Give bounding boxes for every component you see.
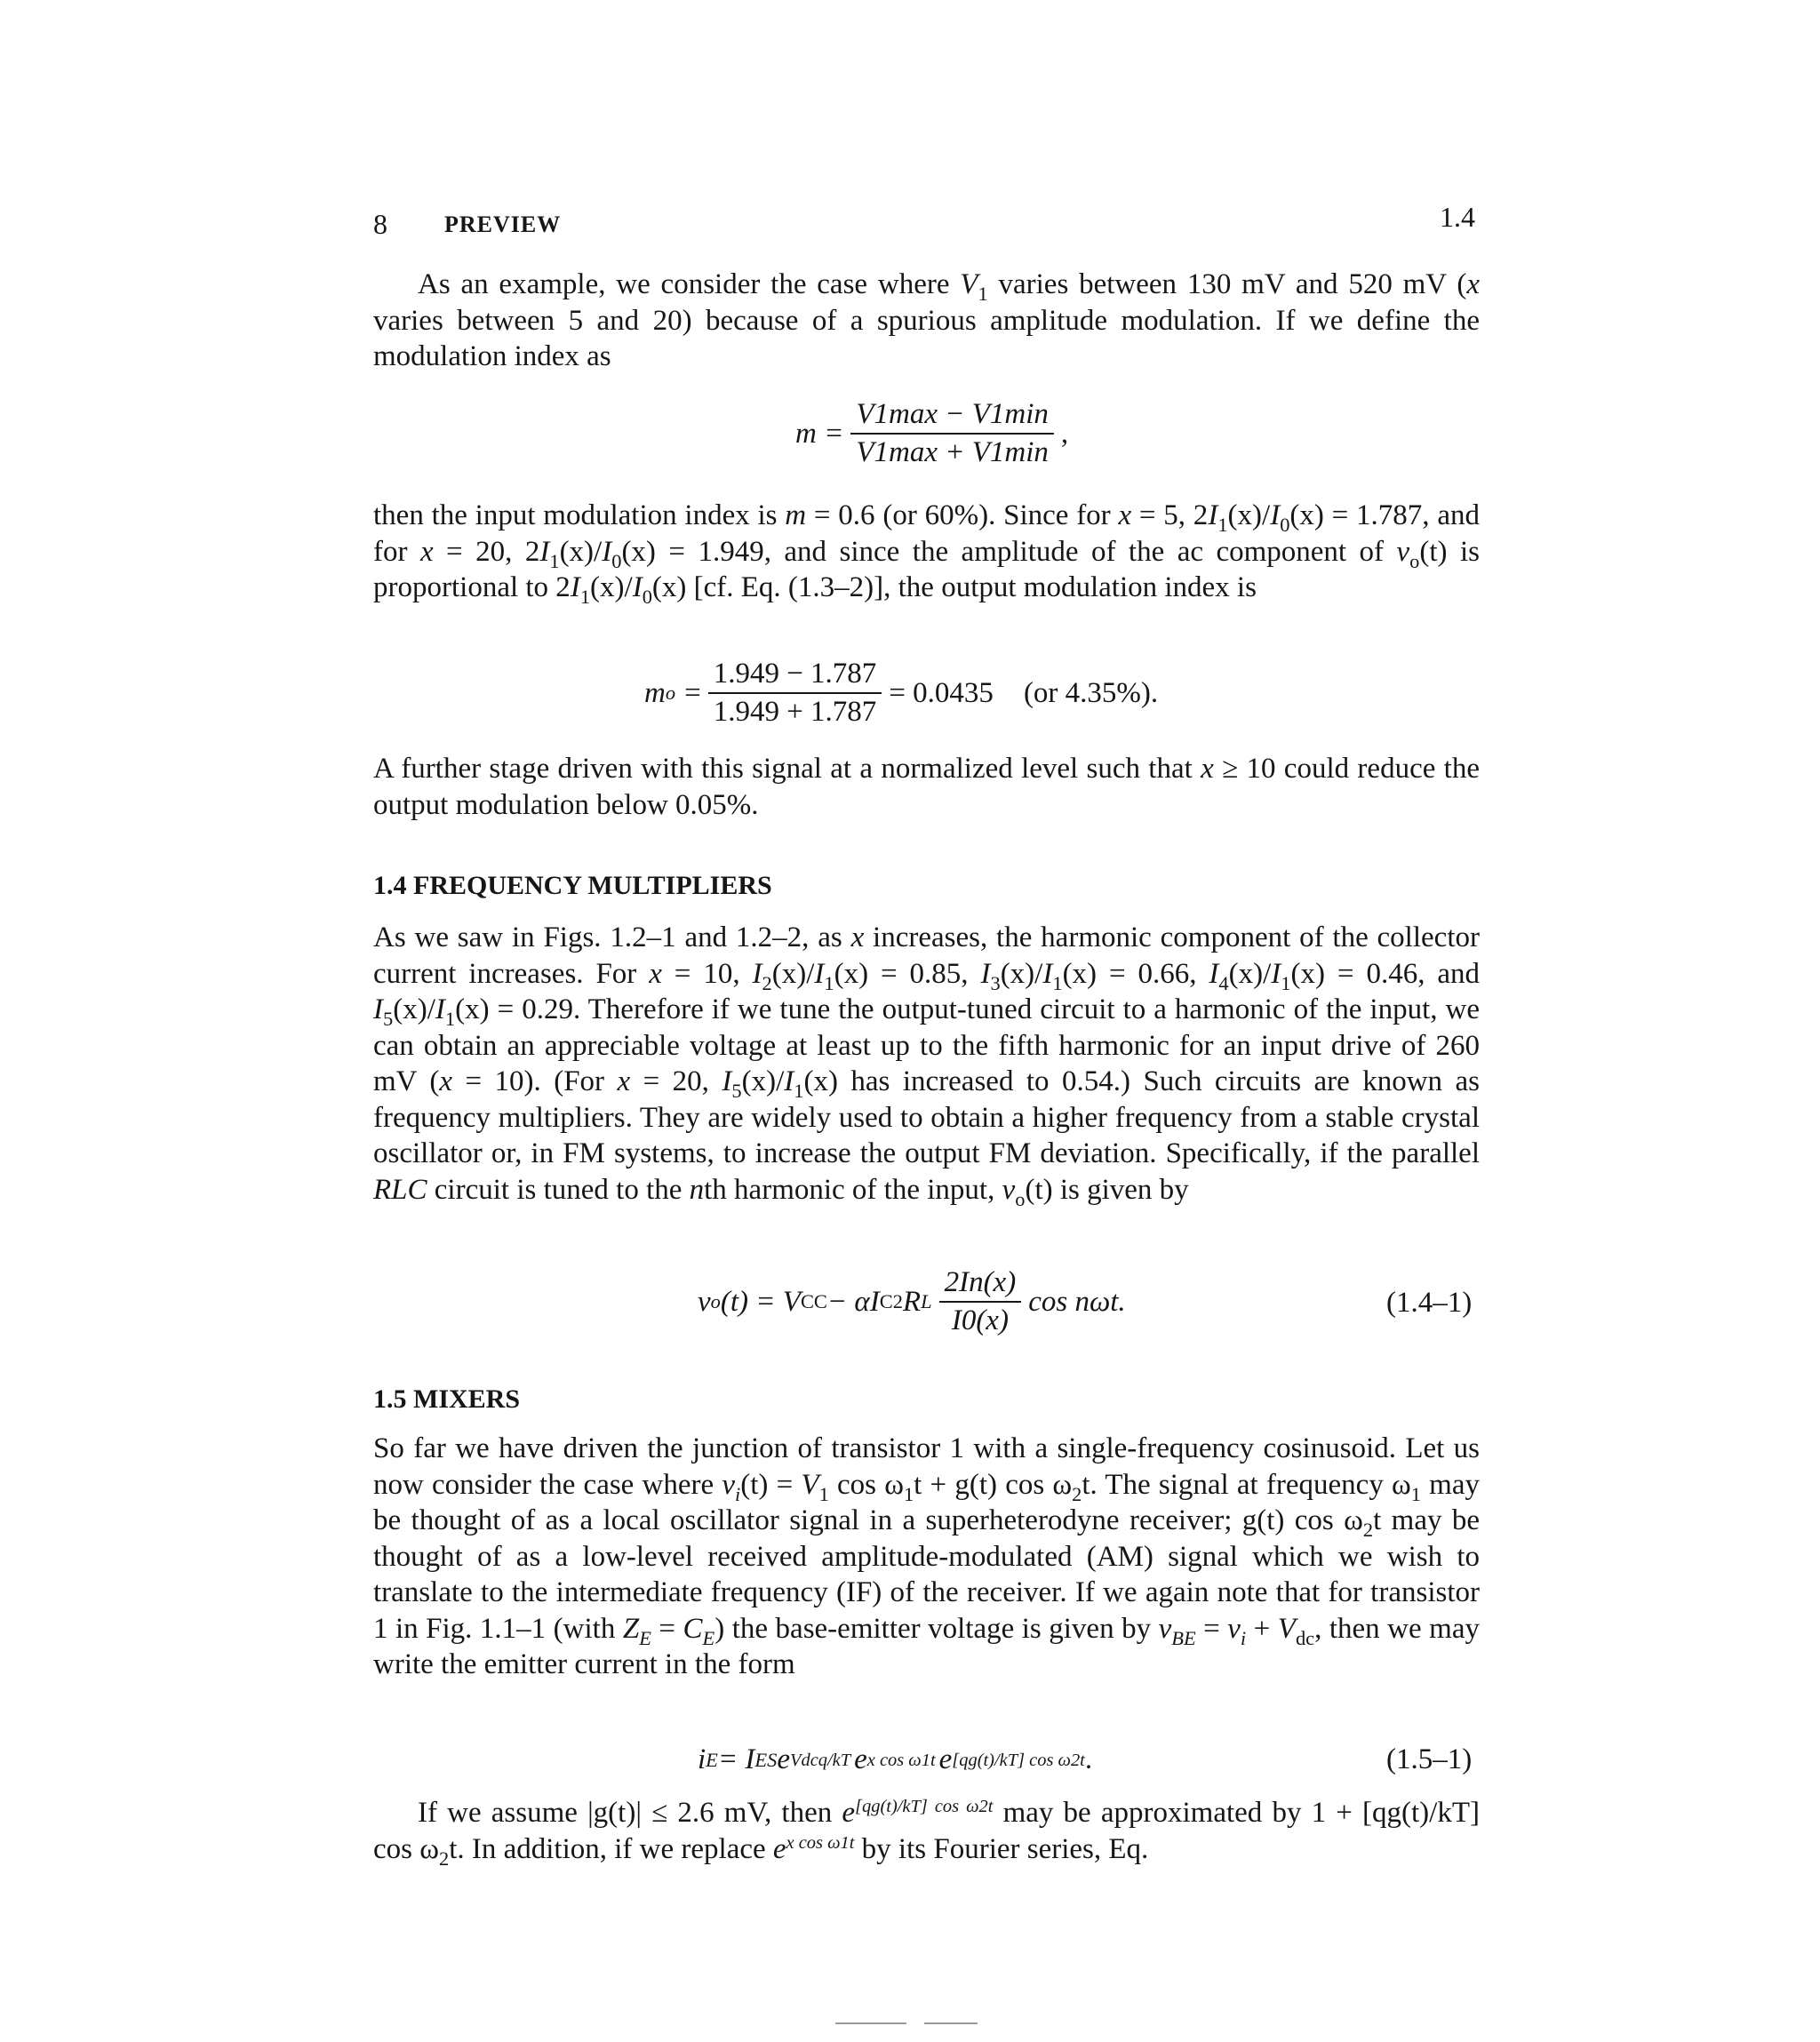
- book-page: [373, 0, 1493, 2042]
- fraction: $\frac{2In(x)}{I0(x)}$: [939, 1266, 1022, 1337]
- equation-label-1-4-1: (1.4–1): [1386, 1287, 1473, 1319]
- paragraph-input-index: then the input modulation index is m = 0.6 (or 60%). Since for x = 5, $2I_1(x)/I_0(x) = 1.787$, and for x = 20, $2I_1(x)/I_0(x) = 1.949$, and since the amplitude of the ac component of $v_o(t)$ is proportional to $2I_1(x)/I_0(x)$ [cf. Eq. (1.3–2)], the output modulation index is: [373, 499, 1480, 608]
- equation-modulation-index: m = $\frac{V1\max - V1\min}{V1\max + V1\min}$ ,: [795, 398, 1069, 468]
- scan-artifact: [924, 2022, 978, 2024]
- section-heading-frequency-multipliers: 1.4 FREQUENCY MULTIPLIERS: [373, 871, 772, 900]
- equation-1-4-1: v o (t) = V CC − αI C2 R L $\frac{2In(x)}{I0(x)}$ cos nωt.: [698, 1266, 1126, 1336]
- paragraph-further-stage: A further stage driven with this signal at a normalized level such that x ≥ 10 could reduce the output modulation below 0.05%.: [373, 753, 1480, 821]
- scan-artifact: [835, 2022, 906, 2024]
- page-header: [373, 201, 1475, 249]
- paragraph-frequency-multipliers: As we saw in Figs. 1.2–1 and 1.2–2, as x increases, the harmonic component of the collector current increases. For x = 10, $I_2(x)/I_1(x) = 0.85$, $I_3(x)/I_1(x) = 0.66$, $I_4(x)/I_1(x) = 0.46$, and $I_5(x)/I_1(x) = 0.29$. Therefore if we tune the output-tuned circuit to a harmonic of the input, we can obtain an appreciable voltage at least up to the fifth harmonic for an input drive of 260 mV (x = 10). (For x = 20, $I_5(x)/I_1(x)$ has increased to 0.54.) Such circuits are known as frequency multipliers. They are widely used to obtain a higher frequency from a stable crystal oscillator or, in FM systems, to increase the output FM deviation. Specifically, if the parallel RLC circuit is tuned to the nth harmonic of the input, $v_o(t)$ is given by: [373, 921, 1481, 1210]
- paragraph-example: As an example, we consider the case where $V_1$ varies between 130 mV and 520 mV (x varies between 5 and 20) because of a spurious amplitude modulation. If we define the modulation index as: [373, 268, 1480, 372]
- paragraph-mixers: So far we have driven the junction of transistor 1 with a single-frequency cosinusoid. Let us now consider the case where $v_i(t) = V_1$ $\cos \omega_1t + g(t)$ $\cos \omega_2t$. The signal at frequency $\omega_1$ may be thought of as a local oscillator signal in a superheterodyne receiver; g(t) $\cos \omega_2t$ may be thought of as a low-level received amplitude-modulated (AM) signal which we wish to translate to the intermediate frequency (IF) of the receiver. If we again note that for transistor 1 in Fig. 1.1–1 (with $Z_E = C_E$) the base-emitter voltage is given by $v_{BE} = v_i + V_{dc}$, then we may write the emitter current in the form: [373, 1432, 1480, 1680]
- paragraph-approximation: If we assume |g(t)| ≤ 2.6 mV, then $e^{[qg(t)/kT] cos \omega 2t}$ may be approximated by 1 + [qg(t)/kT] $\cos \omega_2t$. In addition, if we replace $e^{x cos \omega 1t}$ by its Fourier series, Eq.: [373, 1796, 1480, 1870]
- fraction: $\frac{1.949 - 1.787}{1.949 + 1.787}$: [708, 658, 882, 729]
- equation-1-5-1: i E = I ES e Vdcq/kT e x cos ω1t e [qg(t)/kT] cos ω2t .: [698, 1743, 1093, 1775]
- fraction: $\frac{V1\max - V1\min}{V1\max + V1\min}$: [850, 398, 1054, 469]
- running-head: PREVIEW: [444, 211, 562, 237]
- equation-output-modulation-index: m o = $\frac{1.949 - 1.787}{1.949 + 1.787}$ = 0.0435 (or 4.35%).: [644, 658, 1159, 728]
- section-heading-mixers: 1.5 MIXERS: [373, 1384, 521, 1414]
- page-number: 8: [373, 208, 387, 240]
- section-number: 1.4: [1440, 201, 1475, 233]
- equation-label-1-5-1: (1.5–1): [1386, 1743, 1473, 1775]
